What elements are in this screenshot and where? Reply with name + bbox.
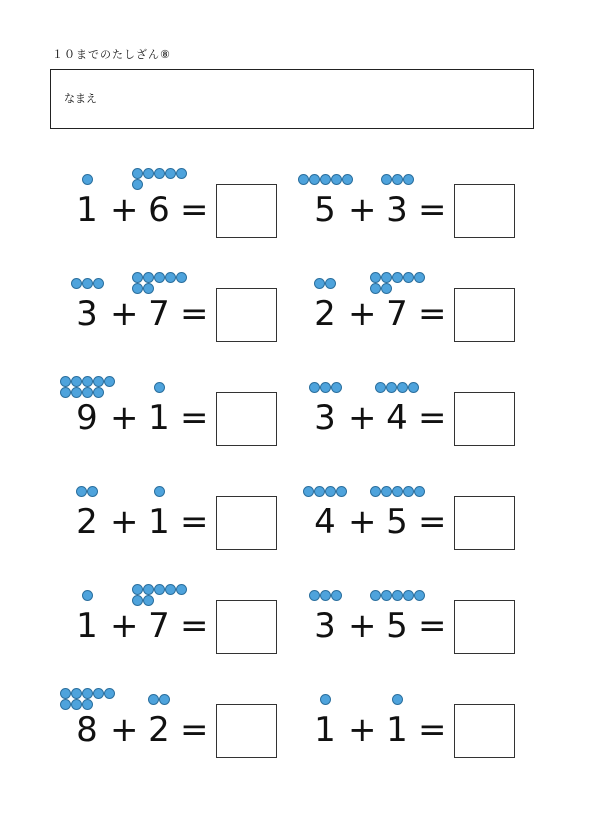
answer-box[interactable] (454, 392, 515, 446)
addition-problem (60, 584, 290, 664)
plus-sign: + (110, 710, 139, 750)
addition-problem (60, 688, 290, 768)
addend-b: 7 (148, 294, 170, 334)
dot (386, 382, 397, 393)
dot (159, 694, 170, 705)
dot (381, 590, 392, 601)
dot (154, 168, 165, 179)
addend-a: 1 (76, 606, 98, 646)
plus-sign: + (110, 502, 139, 542)
dot (132, 595, 143, 606)
answer-box[interactable] (454, 496, 515, 550)
equals-sign: = (418, 710, 447, 750)
dot (143, 283, 154, 294)
plus-sign: + (348, 190, 377, 230)
equals-sign: = (180, 190, 209, 230)
plus-sign: + (348, 294, 377, 334)
addend-a: 1 (76, 190, 98, 230)
addition-problem (298, 272, 528, 352)
answer-box[interactable] (454, 704, 515, 758)
answer-box[interactable] (216, 600, 277, 654)
dot (403, 590, 414, 601)
dot (176, 584, 187, 595)
dot (392, 174, 403, 185)
addend-b: 1 (148, 502, 170, 542)
name-label: なまえ (64, 92, 97, 105)
addend-a: 2 (76, 502, 98, 542)
addend-a: 2 (314, 294, 336, 334)
dot (381, 174, 392, 185)
addend-b: 7 (148, 606, 170, 646)
plus-sign: + (348, 502, 377, 542)
dot (403, 486, 414, 497)
dot (132, 584, 143, 595)
addend-b: 5 (386, 502, 408, 542)
answer-box[interactable] (454, 184, 515, 238)
addend-b: 3 (386, 190, 408, 230)
dot (370, 486, 381, 497)
dot (397, 382, 408, 393)
dot (392, 486, 403, 497)
answer-box[interactable] (216, 496, 277, 550)
dot (165, 584, 176, 595)
dot (370, 283, 381, 294)
plus-sign: + (110, 398, 139, 438)
dot (370, 590, 381, 601)
addend-a: 8 (76, 710, 98, 750)
dot (381, 486, 392, 497)
equals-sign: = (180, 606, 209, 646)
dot (381, 272, 392, 283)
dot (165, 168, 176, 179)
addend-a: 3 (314, 606, 336, 646)
name-field[interactable] (50, 69, 534, 129)
addend-a: 3 (76, 294, 98, 334)
dot (392, 272, 403, 283)
equals-sign: = (418, 398, 447, 438)
addend-a: 1 (314, 710, 336, 750)
addition-problem (60, 376, 290, 456)
dot (392, 694, 403, 705)
equals-sign: = (180, 710, 209, 750)
equals-sign: = (418, 294, 447, 334)
dot (370, 272, 381, 283)
dot (148, 694, 159, 705)
addend-b: 6 (148, 190, 170, 230)
dot (154, 584, 165, 595)
addition-problem (298, 584, 528, 664)
dot (392, 590, 403, 601)
addend-a: 9 (76, 398, 98, 438)
dot (403, 272, 414, 283)
addend-a: 3 (314, 398, 336, 438)
plus-sign: + (110, 190, 139, 230)
equals-sign: = (180, 294, 209, 334)
dot (408, 382, 419, 393)
addend-a: 5 (314, 190, 336, 230)
addition-problem (60, 480, 290, 560)
dot (132, 168, 143, 179)
answer-box[interactable] (216, 392, 277, 446)
dot (403, 174, 414, 185)
dot (165, 272, 176, 283)
addition-problem (298, 480, 528, 560)
plus-sign: + (348, 606, 377, 646)
plus-sign: + (110, 294, 139, 334)
dot (414, 486, 425, 497)
addition-problem (60, 272, 290, 352)
dot (414, 272, 425, 283)
dot (154, 486, 165, 497)
addend-b: 5 (386, 606, 408, 646)
plus-sign: + (110, 606, 139, 646)
addition-problem (298, 168, 528, 248)
dot (154, 272, 165, 283)
addition-problem (60, 168, 290, 248)
dot (375, 382, 386, 393)
addend-b: 4 (386, 398, 408, 438)
dot (132, 272, 143, 283)
addend-b: 1 (386, 710, 408, 750)
plus-sign: + (348, 710, 377, 750)
equals-sign: = (418, 606, 447, 646)
dot (143, 595, 154, 606)
addend-a: 4 (314, 502, 336, 542)
equals-sign: = (418, 190, 447, 230)
worksheet-title: １０までのたしざん⑧ (52, 48, 171, 61)
addend-b: 7 (386, 294, 408, 334)
addend-b: 2 (148, 710, 170, 750)
dot (143, 168, 154, 179)
dot (414, 590, 425, 601)
dot (176, 168, 187, 179)
plus-sign: + (348, 398, 377, 438)
addition-problem (298, 688, 528, 768)
equals-sign: = (180, 502, 209, 542)
answer-box[interactable] (216, 288, 277, 342)
answer-box[interactable] (454, 288, 515, 342)
addend-b: 1 (148, 398, 170, 438)
dot (143, 272, 154, 283)
dot (381, 283, 392, 294)
equals-sign: = (180, 398, 209, 438)
addition-problem (298, 376, 528, 456)
dot (132, 179, 143, 190)
dot (132, 283, 143, 294)
answer-box[interactable] (216, 704, 277, 758)
equals-sign: = (418, 502, 447, 542)
dot (154, 382, 165, 393)
answer-box[interactable] (216, 184, 277, 238)
answer-box[interactable] (454, 600, 515, 654)
dot (176, 272, 187, 283)
dot (143, 584, 154, 595)
